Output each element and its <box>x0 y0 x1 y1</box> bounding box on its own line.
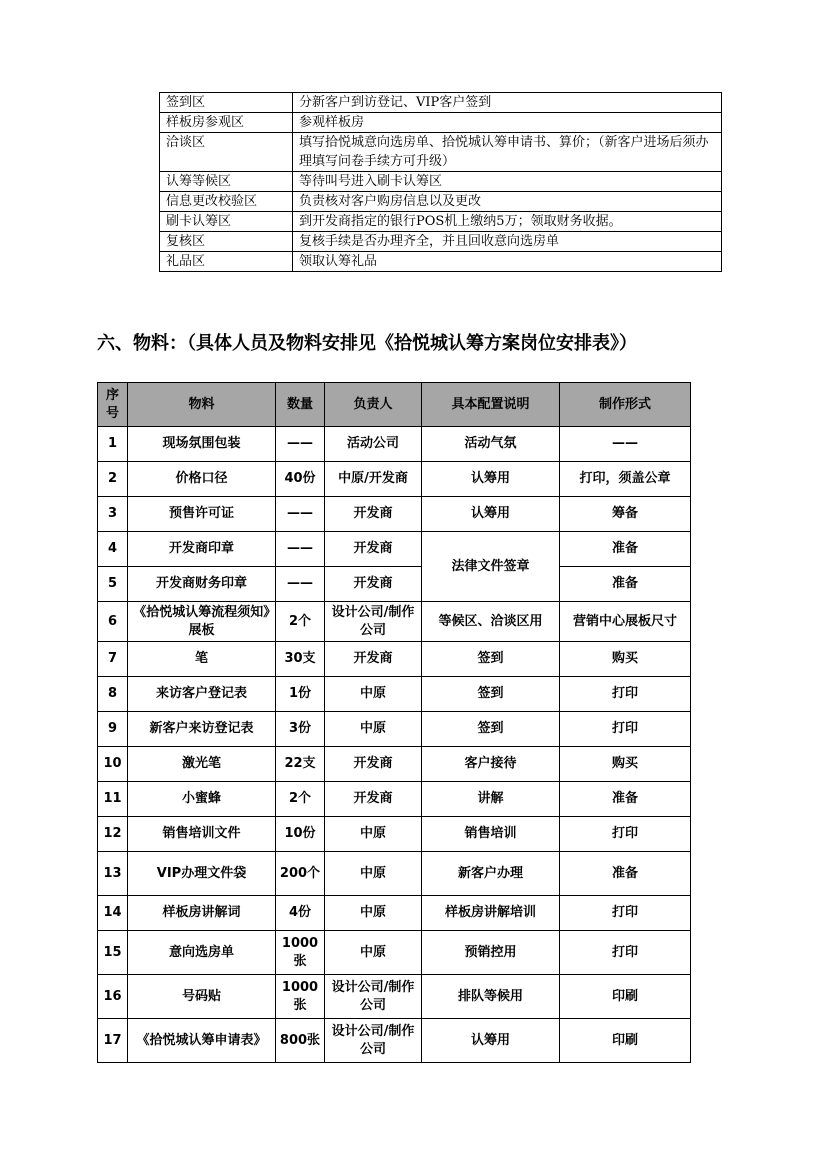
item-form: 准备 <box>560 782 691 817</box>
row-number: 4 <box>98 532 128 567</box>
row-number: 14 <box>98 896 128 931</box>
row-number: 12 <box>98 817 128 852</box>
item-owner: 开发商 <box>325 747 422 782</box>
zone-name: 信息更改校验区 <box>160 192 293 212</box>
item-quantity: 10份 <box>276 817 325 852</box>
column-header: 物料 <box>128 383 276 427</box>
item-config: 讲解 <box>422 782 560 817</box>
item-form: 印刷 <box>560 975 691 1019</box>
zone-name: 刷卡认筹区 <box>160 212 293 232</box>
table-row <box>98 427 691 462</box>
item-quantity: 200个 <box>276 852 325 896</box>
item-owner: 设计公司/制作公司 <box>325 975 422 1019</box>
item-name: 来访客户登记表 <box>128 677 276 712</box>
item-quantity: 2个 <box>276 782 325 817</box>
item-config: 认筹用 <box>422 462 560 497</box>
item-name: 销售培训文件 <box>128 817 276 852</box>
row-number: 16 <box>98 975 128 1019</box>
item-config: 等候区、洽谈区用 <box>422 602 560 642</box>
item-owner: 开发商 <box>325 782 422 817</box>
zone-name: 样板房参观区 <box>160 113 293 133</box>
zone-desc: 分新客户到访登记、VIP客户签到 <box>293 93 722 113</box>
table-row <box>98 712 691 747</box>
row-number: 17 <box>98 1019 128 1063</box>
item-config: 签到 <box>422 677 560 712</box>
item-form: 准备 <box>560 532 691 567</box>
item-form: 准备 <box>560 852 691 896</box>
item-form: 营销中心展板尺寸 <box>560 602 691 642</box>
table-row <box>98 931 691 975</box>
row-number: 2 <box>98 462 128 497</box>
item-quantity: —— <box>276 427 325 462</box>
zone-desc: 负责核对客户购房信息以及更改 <box>293 192 722 212</box>
item-config: 排队等候用 <box>422 975 560 1019</box>
item-quantity: 30支 <box>276 642 325 677</box>
item-form: —— <box>560 427 691 462</box>
item-config: 法律文件签章 <box>422 532 560 602</box>
item-name: 新客户来访登记表 <box>128 712 276 747</box>
item-config: 新客户办理 <box>422 852 560 896</box>
item-owner: 中原 <box>325 931 422 975</box>
table-row <box>98 497 691 532</box>
item-form: 购买 <box>560 747 691 782</box>
item-name: 小蜜蜂 <box>128 782 276 817</box>
table-header-row <box>98 383 691 427</box>
item-form: 打印 <box>560 817 691 852</box>
zone-name: 礼品区 <box>160 252 293 272</box>
table-row <box>98 896 691 931</box>
item-quantity: 1000张 <box>276 931 325 975</box>
item-quantity: 1份 <box>276 677 325 712</box>
row-number: 3 <box>98 497 128 532</box>
item-form: 打印，须盖公章 <box>560 462 691 497</box>
column-header: 数量 <box>276 383 325 427</box>
zone-desc: 填写拾悦城意向选房单、拾悦城认筹申请书、算价；（新客户进场后须办理填写问卷手续方可升级） <box>293 133 722 172</box>
item-owner: 开发商 <box>325 497 422 532</box>
table-row <box>160 232 722 252</box>
table-row <box>160 192 722 212</box>
table-row <box>98 677 691 712</box>
table-row <box>98 462 691 497</box>
item-form: 准备 <box>560 567 691 602</box>
zone-desc: 复核手续是否办理齐全，并且回收意向选房单 <box>293 232 722 252</box>
item-name: VIP办理文件袋 <box>128 852 276 896</box>
item-owner: 设计公司/制作公司 <box>325 602 422 642</box>
table-row <box>98 782 691 817</box>
item-owner: 设计公司/制作公司 <box>325 1019 422 1063</box>
item-name: 激光笔 <box>128 747 276 782</box>
item-config: 签到 <box>422 712 560 747</box>
zone-name: 洽谈区 <box>160 133 293 172</box>
zone-table <box>159 92 722 272</box>
item-name: 号码贴 <box>128 975 276 1019</box>
item-form: 打印 <box>560 931 691 975</box>
item-name: 开发商财务印章 <box>128 567 276 602</box>
item-owner: 开发商 <box>325 642 422 677</box>
table-row <box>98 852 691 896</box>
item-quantity: 1000张 <box>276 975 325 1019</box>
item-quantity: 2个 <box>276 602 325 642</box>
table-row <box>160 172 722 192</box>
zone-desc: 等待叫号进入刷卡认筹区 <box>293 172 722 192</box>
item-quantity: 22支 <box>276 747 325 782</box>
item-owner: 中原 <box>325 896 422 931</box>
item-quantity: —— <box>276 567 325 602</box>
item-form: 印刷 <box>560 1019 691 1063</box>
item-quantity: —— <box>276 497 325 532</box>
zone-desc: 到开发商指定的银行POS机上缴纳5万；领取财务收据。 <box>293 212 722 232</box>
table-row <box>160 113 722 133</box>
table-row <box>160 93 722 113</box>
item-name: 意向选房单 <box>128 931 276 975</box>
zone-desc: 参观样板房 <box>293 113 722 133</box>
item-owner: 中原 <box>325 677 422 712</box>
item-name: 开发商印章 <box>128 532 276 567</box>
table-row <box>98 642 691 677</box>
column-header: 制作形式 <box>560 383 691 427</box>
table-row <box>98 1019 691 1063</box>
item-name: 现场氛围包装 <box>128 427 276 462</box>
materials-table <box>97 382 691 1063</box>
item-config: 认筹用 <box>422 497 560 532</box>
row-number: 6 <box>98 602 128 642</box>
section-heading: 六、物料：（具体人员及物料安排见《拾悦城认筹方案岗位安排表》） <box>97 333 637 354</box>
item-owner: 中原 <box>325 712 422 747</box>
item-owner: 活动公司 <box>325 427 422 462</box>
item-quantity: —— <box>276 532 325 567</box>
item-name: 《拾悦城认筹流程须知》展板 <box>128 602 276 642</box>
item-name: 样板房讲解词 <box>128 896 276 931</box>
row-number: 13 <box>98 852 128 896</box>
table-row <box>160 133 722 172</box>
column-header: 具本配置说明 <box>422 383 560 427</box>
item-owner: 中原/开发商 <box>325 462 422 497</box>
zone-desc: 领取认筹礼品 <box>293 252 722 272</box>
table-row <box>98 602 691 642</box>
item-name: 预售许可证 <box>128 497 276 532</box>
item-form: 打印 <box>560 896 691 931</box>
row-number: 1 <box>98 427 128 462</box>
table-row <box>160 252 722 272</box>
zone-name: 签到区 <box>160 93 293 113</box>
item-form: 筹备 <box>560 497 691 532</box>
row-number: 8 <box>98 677 128 712</box>
item-config: 客户接待 <box>422 747 560 782</box>
column-header: 负责人 <box>325 383 422 427</box>
item-form: 打印 <box>560 712 691 747</box>
table-row <box>98 975 691 1019</box>
item-name: 笔 <box>128 642 276 677</box>
table-row <box>98 532 691 567</box>
item-owner: 开发商 <box>325 567 422 602</box>
row-number: 15 <box>98 931 128 975</box>
item-owner: 中原 <box>325 852 422 896</box>
item-form: 打印 <box>560 677 691 712</box>
item-config: 销售培训 <box>422 817 560 852</box>
item-owner: 中原 <box>325 817 422 852</box>
column-header: 序号 <box>98 383 128 427</box>
row-number: 5 <box>98 567 128 602</box>
item-quantity: 40份 <box>276 462 325 497</box>
zone-name: 复核区 <box>160 232 293 252</box>
item-config: 预销控用 <box>422 931 560 975</box>
row-number: 10 <box>98 747 128 782</box>
item-config: 活动气氛 <box>422 427 560 462</box>
item-form: 购买 <box>560 642 691 677</box>
zone-name: 认筹等候区 <box>160 172 293 192</box>
row-number: 9 <box>98 712 128 747</box>
item-name: 价格口径 <box>128 462 276 497</box>
item-config: 样板房讲解培训 <box>422 896 560 931</box>
item-name: 《拾悦城认筹申请表》 <box>128 1019 276 1063</box>
item-quantity: 800张 <box>276 1019 325 1063</box>
item-owner: 开发商 <box>325 532 422 567</box>
table-row <box>98 747 691 782</box>
item-config: 签到 <box>422 642 560 677</box>
table-row <box>98 817 691 852</box>
table-row <box>98 567 691 602</box>
item-quantity: 3份 <box>276 712 325 747</box>
item-config: 认筹用 <box>422 1019 560 1063</box>
table-row <box>160 212 722 232</box>
row-number: 7 <box>98 642 128 677</box>
item-quantity: 4份 <box>276 896 325 931</box>
row-number: 11 <box>98 782 128 817</box>
